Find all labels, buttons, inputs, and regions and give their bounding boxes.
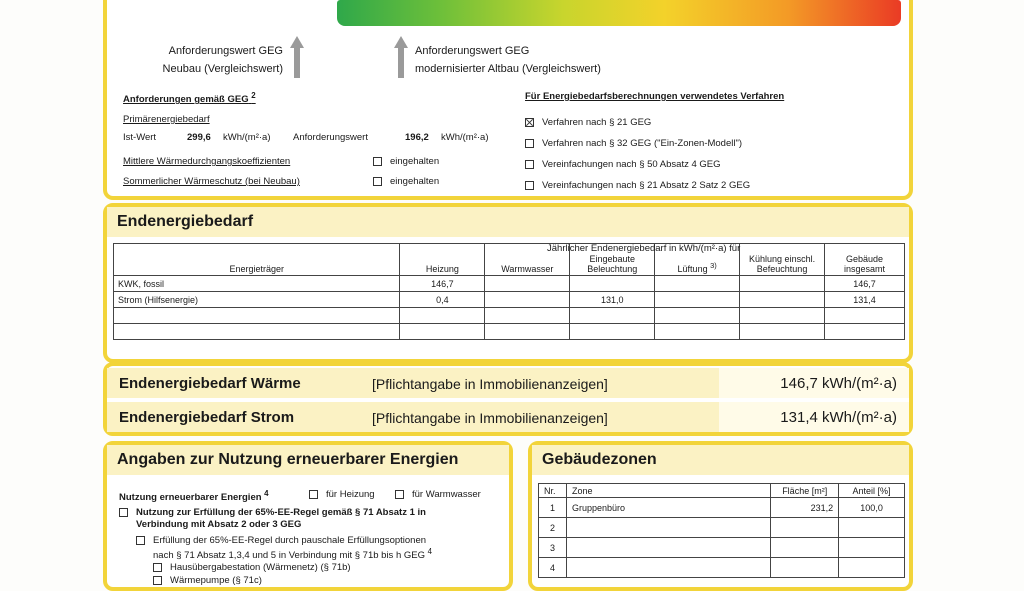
checkbox[interactable] <box>525 139 534 148</box>
table-cell: 146,7 <box>825 276 905 292</box>
listing-note: [Pflichtangabe in Immobilienanzeigen] <box>372 376 608 392</box>
requirements-heading: Anforderungen gemäß GEG $^2$ <box>123 91 256 106</box>
table-cell: KWK, fossil <box>114 276 400 292</box>
table-cell: 100,0 <box>839 498 905 518</box>
energy-scale-bar <box>337 0 901 26</box>
warmth-value: 146,7 kWh/(m²·a) <box>780 375 897 392</box>
table-cell: Gruppenbüro <box>566 498 770 518</box>
table-super-header: Jährlicher Endenergiebedarf in kWh/(m²·a) für <box>547 243 741 254</box>
table-cell <box>655 292 740 308</box>
procedure-option: Verfahren nach § 32 GEG ("Ein-Zonen-Modell") <box>525 138 742 149</box>
table-header-row <box>539 484 905 498</box>
table-row <box>114 308 905 324</box>
arrow-up-icon <box>290 36 304 80</box>
renewable-energy-section <box>103 441 513 591</box>
procedure-option: Verfahren nach § 21 GEG <box>525 117 651 128</box>
summary-row-warmth <box>107 368 909 398</box>
table-cell <box>740 292 825 308</box>
checkbox[interactable] <box>525 160 534 169</box>
table-cell <box>655 276 740 292</box>
end-energy-section <box>103 203 913 363</box>
col-header: Gebäude insgesamt <box>825 244 905 276</box>
end-energy-table <box>113 243 905 340</box>
sub-option: Wärmepumpe (§ 71c) <box>153 575 262 586</box>
u-value-kept: eingehalten <box>373 156 439 167</box>
table-cell: 131,0 <box>570 292 655 308</box>
strom-value: 131,4 kWh/(m²·a) <box>780 409 897 426</box>
checkbox[interactable] <box>395 490 404 499</box>
col-header: Nr. <box>539 484 567 498</box>
checkbox[interactable] <box>136 536 145 545</box>
renewable-title: Angaben zur Nutzung erneuerbarer Energien <box>107 445 509 475</box>
end-energy-summary <box>103 362 913 436</box>
checkbox[interactable] <box>373 157 382 166</box>
table-cell <box>740 276 825 292</box>
unit-label: kWh/(m²·a) <box>223 132 271 143</box>
summer-kept: eingehalten <box>373 176 439 187</box>
arrow-up-icon <box>394 36 408 80</box>
checkbox[interactable] <box>525 181 534 190</box>
checkbox[interactable] <box>309 490 318 499</box>
ee-flat-line2: nach § 71 Absatz 1,3,4 und 5 in Verbindung mit § 71b bis h GEG $^4$ <box>153 547 433 562</box>
old-build-requirement-label: Anforderungswert GEG modernisierter Altbau (Vergleichswert) <box>415 45 601 75</box>
scale-tick <box>412 0 429 1</box>
ist-value: 299,6 <box>187 132 211 143</box>
building-zones-section <box>528 441 913 591</box>
zones-table <box>538 483 905 578</box>
table-cell: 3 <box>539 538 567 558</box>
checkbox[interactable] <box>119 508 128 517</box>
procedure-option: Vereinfachungen nach § 21 Absatz 2 Satz 2 GEG <box>525 180 750 191</box>
col-header: Fläche [m²] <box>771 484 839 498</box>
primary-energy-section <box>103 0 913 200</box>
ee-rule-option: Nutzung zur Erfüllung der 65%-EE-Regel gemäß § 71 Absatz 1 in <box>119 507 426 518</box>
col-header: Zone <box>566 484 770 498</box>
col-header: Warmwasser <box>485 244 570 276</box>
unit-label: kWh/(m²·a) <box>441 132 489 143</box>
end-energy-title: Endenergiebedarf <box>107 207 909 237</box>
col-header: Anteil [%] <box>839 484 905 498</box>
scale-tick <box>672 0 689 1</box>
renewable-usage-label: Nutzung erneuerbarer Energien $^4$ <box>119 489 269 504</box>
table-row <box>539 558 905 578</box>
ee-flat-option: Erfüllung der 65%-EE-Regel durch pauschale Erfüllungsoptionen <box>136 535 426 546</box>
col-header: Lüftung $^{3)}$ <box>655 244 740 276</box>
col-header: Heizung <box>400 244 485 276</box>
col-header: Kühlung einschl. Befeuchtung <box>740 244 825 276</box>
scale-tick <box>759 0 776 1</box>
table-row <box>539 538 905 558</box>
summary-row-strom <box>107 402 909 432</box>
table-row <box>114 324 905 340</box>
strom-title: Endenergiebedarf Strom <box>119 409 295 426</box>
checkbox[interactable] <box>373 177 382 186</box>
ist-label: Ist-Wert <box>123 132 157 143</box>
anf-value: 196,2 <box>405 132 429 143</box>
zones-title: Gebäudezonen <box>532 445 909 475</box>
summer-protection-label: Sommerlicher Wärmeschutz (bei Neubau) <box>123 176 300 187</box>
anf-label: Anforderungswert <box>293 132 368 143</box>
scale-tick <box>499 0 516 1</box>
table-cell <box>570 276 655 292</box>
procedure-option: Vereinfachungen nach § 50 Absatz 4 GEG <box>525 159 721 170</box>
sub-option: Hausübergabestation (Wärmenetz) (§ 71b) <box>153 562 351 573</box>
warmth-title: Endenergiebedarf Wärme <box>119 375 301 392</box>
table-cell <box>485 292 570 308</box>
table-row <box>539 498 905 518</box>
checkbox-checked[interactable] <box>525 118 534 127</box>
col-header: Energieträger <box>114 244 400 276</box>
col-header: Eingebaute Beleuchtung <box>570 244 655 276</box>
checkbox[interactable] <box>153 563 162 572</box>
table-cell: 146,7 <box>400 276 485 292</box>
table-row <box>114 276 905 292</box>
new-build-requirement-label: Anforderungswert GEG Neubau (Vergleichswert) <box>162 45 283 75</box>
scale-tick <box>334 0 340 1</box>
u-value-label: Mittlere Wärmedurchgangskoeffizienten <box>123 156 291 167</box>
primary-energy-label: Primärenergiebedarf <box>123 114 210 125</box>
procedure-heading: Für Energiebedarfsberechnungen verwendetes Verfahren <box>525 91 785 102</box>
scale-tick <box>586 0 603 1</box>
table-cell: 131,4 <box>825 292 905 308</box>
table-cell: Strom (Hilfsenergie) <box>114 292 400 308</box>
table-row <box>539 518 905 538</box>
table-cell <box>485 276 570 292</box>
heating-option: für Heizung <box>309 489 375 500</box>
table-cell: 231,2 <box>771 498 839 518</box>
listing-note: [Pflichtangabe in Immobilienanzeigen] <box>372 410 608 426</box>
scale-tick <box>874 0 897 1</box>
table-cell: 1 <box>539 498 567 518</box>
table-cell: 2 <box>539 518 567 538</box>
ee-rule-line2: Verbindung mit Absatz 2 oder 3 GEG <box>136 519 302 530</box>
table-cell: 4 <box>539 558 567 578</box>
water-option: für Warmwasser <box>395 489 481 500</box>
table-row <box>114 292 905 308</box>
table-cell: 0,4 <box>400 292 485 308</box>
checkbox[interactable] <box>153 576 162 585</box>
